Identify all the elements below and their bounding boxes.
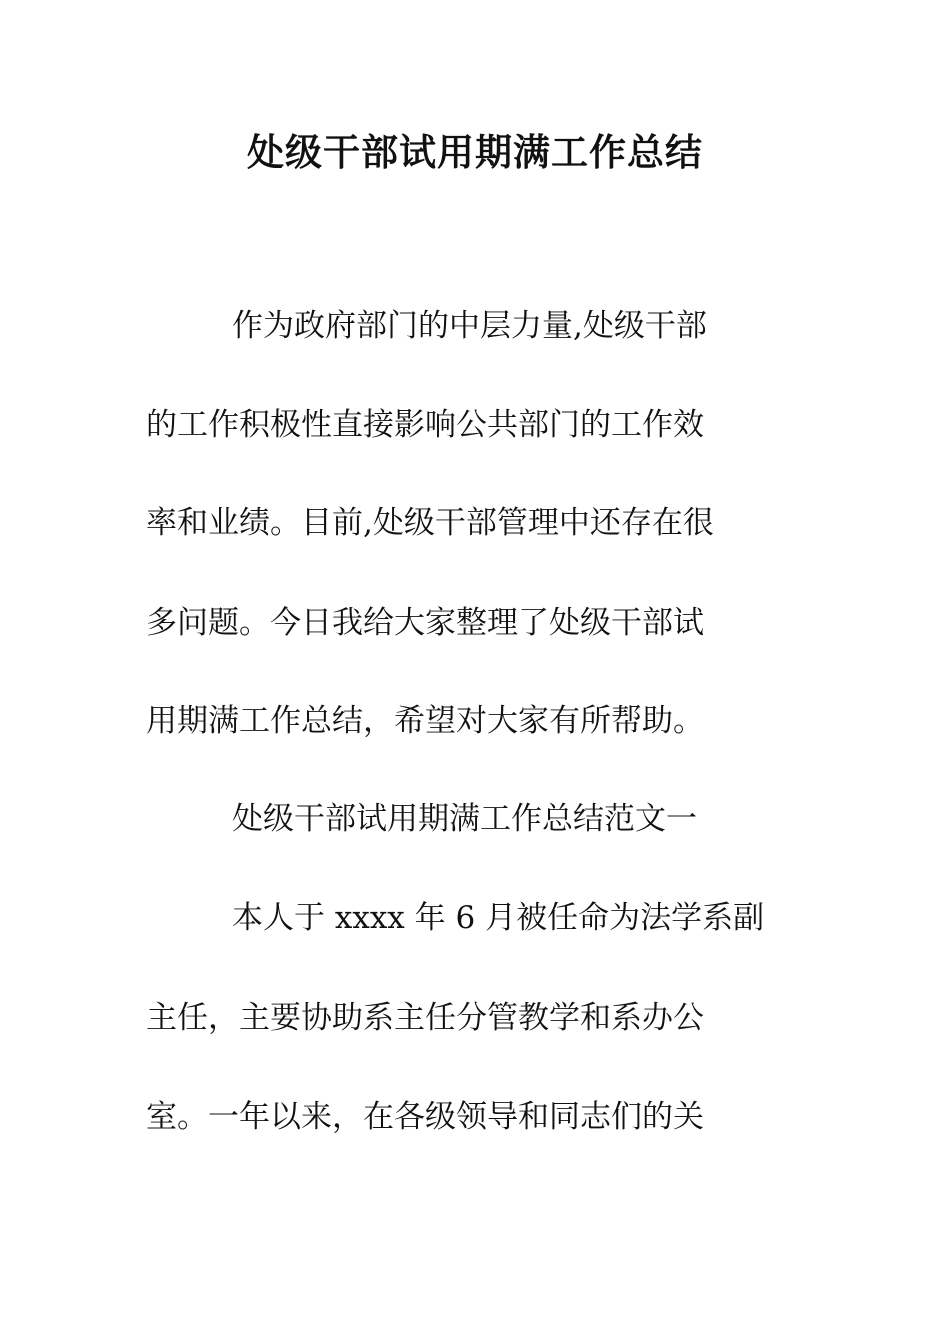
paragraph-1-line-2: 的工作积极性直接影响公共部门的工作效: [146, 407, 704, 443]
paragraph-1-line-3: 率和业绩。目前,处级干部管理中还存在很: [146, 505, 714, 541]
section-heading: 处级干部试用期满工作总结范文一: [232, 801, 697, 837]
document-title: 处级干部试用期满工作总结: [247, 131, 703, 174]
paragraph-1-line-5: 用期满工作总结，希望对大家有所帮助。: [146, 703, 704, 739]
paragraph-2-line-1: 本人于 xxxx 年 6 月被任命为法学系副: [232, 900, 765, 936]
paragraph-1-line-1: 作为政府部门的中层力量,处级干部: [232, 308, 707, 344]
paragraph-2-line-2: 主任，主要协助系主任分管教学和系办公: [146, 1000, 704, 1036]
paragraph-1-line-4: 多问题。今日我给大家整理了处级干部试: [146, 605, 704, 641]
paragraph-2-line-3: 室。一年以来，在各级领导和同志们的关: [146, 1099, 704, 1135]
